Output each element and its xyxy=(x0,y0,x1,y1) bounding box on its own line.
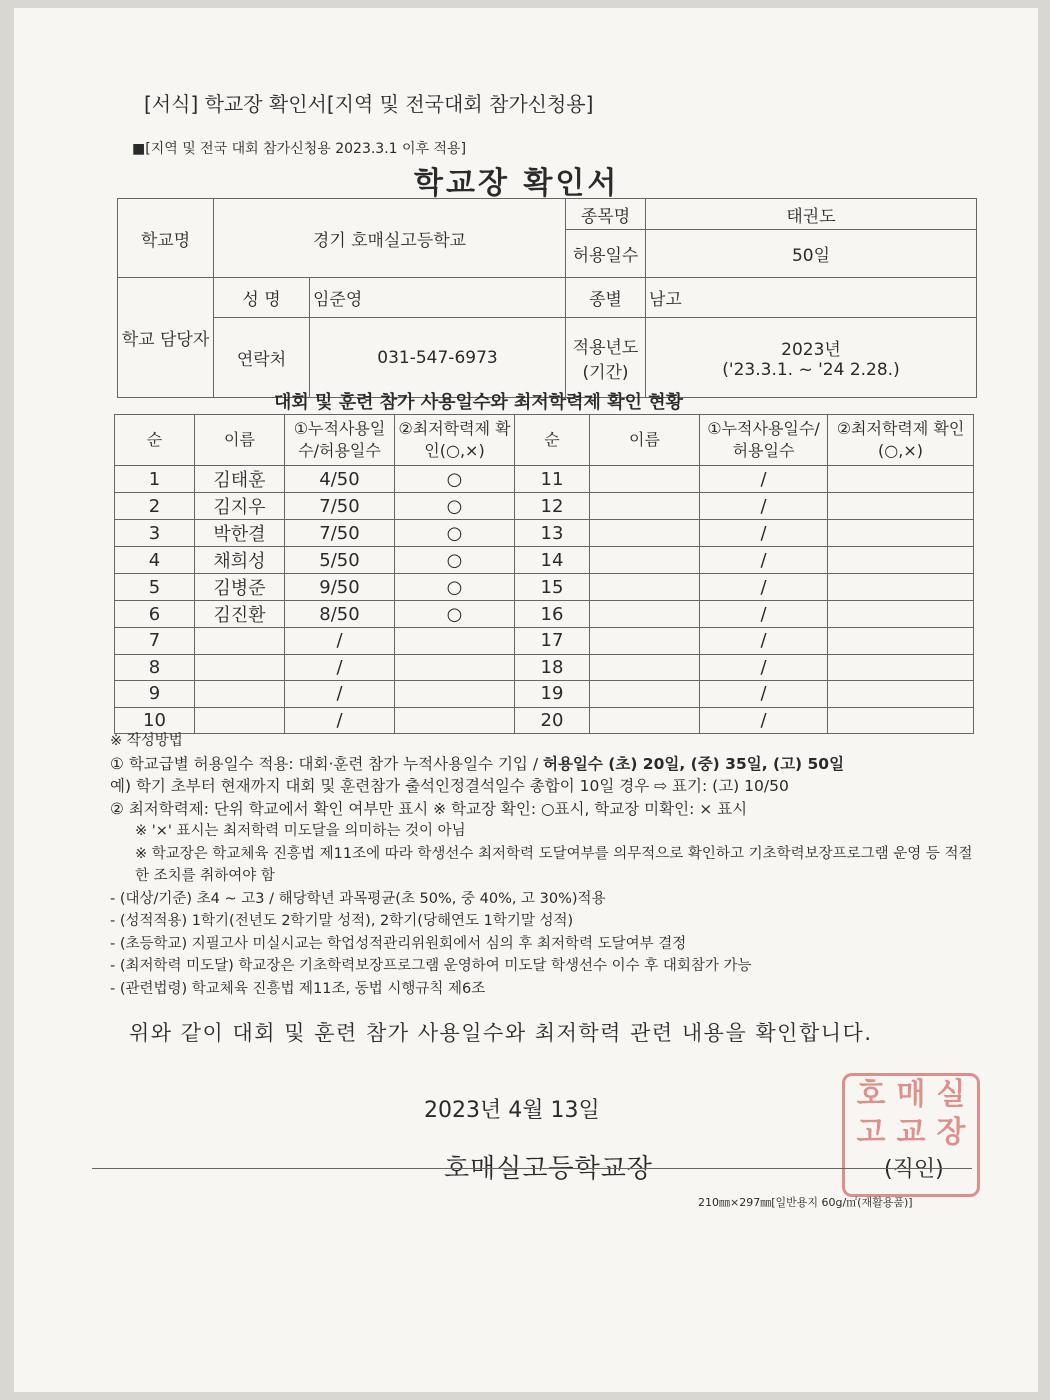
detail-3: - (초등학교) 지필고사 미실시교는 학업성적관리위원회에서 심의 후 최저학력 도달여부 결정 xyxy=(110,935,687,952)
row-no2: 15 xyxy=(515,574,590,601)
sport-value: 태권도 xyxy=(646,199,977,230)
seal-char: 실 xyxy=(936,1077,966,1112)
row-no2: 11 xyxy=(515,466,590,493)
row-days: / xyxy=(285,681,395,708)
manager-name: 임준영 xyxy=(310,278,566,318)
header-days2: ①누적사용일수/허용일수 xyxy=(700,415,828,466)
detail-1: - (대상/기준) 초4 ~ 고3 / 해당학년 과목평균(초 50%, 중 40%, 고 30%)적용 xyxy=(110,890,606,907)
row-days: / xyxy=(285,628,395,655)
row-check xyxy=(395,628,515,655)
row-name2 xyxy=(590,466,700,493)
row-name xyxy=(195,628,285,655)
row-check: ○ xyxy=(395,493,515,520)
allowed-value: 50일 xyxy=(646,230,977,278)
row-no: 9 xyxy=(115,681,195,708)
row-days: / xyxy=(285,654,395,681)
row-no: 2 xyxy=(115,493,195,520)
row-check: ○ xyxy=(395,574,515,601)
row-name2 xyxy=(590,574,700,601)
school-name: 경기 호매실고등학교 xyxy=(214,199,566,278)
detail-4: - (최저학력 미도달) 학교장은 기초학력보장프로그램 운영하여 미도달 학생선수 이수 후 대회참가 가능 xyxy=(110,958,752,974)
row-no: 3 xyxy=(115,520,195,547)
participants-table xyxy=(114,414,974,734)
issue-date: 2023년 4월 13일 xyxy=(424,1098,600,1123)
manager-label: 학교 담당자 xyxy=(118,278,214,398)
contact-value: 031-547-6973 xyxy=(310,318,566,398)
row-no2: 13 xyxy=(515,520,590,547)
instructions xyxy=(110,730,980,1000)
table-row xyxy=(115,493,974,520)
note-1-example: 예) 학기 초부터 현재까지 대회 및 훈련참가 출석인정결석일수 총합이 10일 경우 ⇨ 표기: (고) 10/50 xyxy=(110,777,789,795)
row-days2: / xyxy=(700,466,828,493)
signature-line xyxy=(92,1168,972,1169)
row-name: 채희성 xyxy=(195,547,285,574)
row-no: 8 xyxy=(115,654,195,681)
row-check2 xyxy=(828,574,974,601)
seal-char: 매 xyxy=(896,1077,926,1112)
row-check2 xyxy=(828,681,974,708)
row-name: 박한결 xyxy=(195,520,285,547)
info-table xyxy=(117,198,977,398)
seal-char: 장 xyxy=(936,1115,966,1150)
row-days2: / xyxy=(700,493,828,520)
row-days2: / xyxy=(700,547,828,574)
document-title: 학교장 확인서 xyxy=(414,166,620,201)
seal-char: 교 xyxy=(896,1115,926,1150)
notes-heading: ※ 작성방법 xyxy=(110,733,183,749)
header-check: ②최저학력제 확인(○,×) xyxy=(395,415,515,466)
row-days: 7/50 xyxy=(285,520,395,547)
detail-2: - (성적적용) 1학기(전년도 2학기말 성적), 2학기(당해연도 1학기말 성적) xyxy=(110,913,574,929)
note-2: ② 최저학력제: 단위 학교에서 확인 여부만 표시 ※ 학교장 확인: ○표시, 학교장 미확인: × 표시 xyxy=(110,799,748,818)
row-no: 6 xyxy=(115,601,195,628)
row-name2 xyxy=(590,520,700,547)
row-no2: 16 xyxy=(515,601,590,628)
row-name2 xyxy=(590,681,700,708)
note-3: ※ '×' 표시는 최저학력 미도달을 의미하는 것이 아님 xyxy=(135,823,466,839)
row-name xyxy=(195,681,285,708)
row-days: 9/50 xyxy=(285,574,395,601)
row-no2: 14 xyxy=(515,547,590,574)
row-days: 5/50 xyxy=(285,547,395,574)
row-no: 10 xyxy=(115,707,195,734)
document-page xyxy=(14,8,1038,1392)
seal-char: 호 xyxy=(856,1077,886,1112)
row-name2 xyxy=(590,493,700,520)
note-4: ※ 학교장은 학교체육 진흥법 제11조에 따라 학생선수 최저학력 도달여부를 의무적으로 확인하고 기초학력보장프로그램 운영 등 적절한 조치를 취하여야 함 xyxy=(135,845,973,884)
row-name: 김태훈 xyxy=(195,466,285,493)
header-check2: ②최저학력제 확인(○,×) xyxy=(828,415,974,466)
principal-title: 호매실고등학교장 xyxy=(444,1154,653,1184)
contact-label: 연락처 xyxy=(214,318,310,398)
seal-char: 고 xyxy=(856,1115,886,1150)
confirmation-statement: 위와 같이 대회 및 훈련 참가 사용일수와 최저학력 관련 내용을 확인합니다. xyxy=(129,1021,873,1045)
table-row xyxy=(115,654,974,681)
seal-label: (직인) xyxy=(884,1157,944,1182)
table-row xyxy=(115,547,974,574)
row-days: 4/50 xyxy=(285,466,395,493)
year-text: 2023년 xyxy=(781,340,841,360)
note-1-allowed: 허용일수 (초) 20일, (중) 35일, (고) 50일 xyxy=(542,754,845,773)
row-check: ○ xyxy=(395,520,515,547)
row-name: 김지우 xyxy=(195,493,285,520)
row-check2 xyxy=(828,654,974,681)
year-label: 적용년도 (기간) xyxy=(566,318,646,398)
row-no: 7 xyxy=(115,628,195,655)
year-value xyxy=(646,318,977,398)
header-no: 순 xyxy=(115,415,195,466)
table-row xyxy=(115,574,974,601)
row-days2: / xyxy=(700,601,828,628)
type-value: 남고 xyxy=(646,278,977,318)
header-days: ①누적사용일수/허용일수 xyxy=(285,415,395,466)
row-days2: / xyxy=(700,574,828,601)
row-no2: 20 xyxy=(515,707,590,734)
type-label: 종별 xyxy=(566,278,646,318)
name-label: 성 명 xyxy=(214,278,310,318)
note-1-text: ① 학교급별 허용일수 적용: 대회·훈련 참가 누적사용일수 기입 / xyxy=(110,754,543,773)
row-name2 xyxy=(590,601,700,628)
row-name2 xyxy=(590,654,700,681)
subhead: ■[지역 및 전국 대회 참가신청용 2023.3.1 이후 적용] xyxy=(132,141,467,157)
row-name2 xyxy=(590,628,700,655)
row-no2: 17 xyxy=(515,628,590,655)
row-check2 xyxy=(828,628,974,655)
row-name2 xyxy=(590,547,700,574)
row-name: 김병준 xyxy=(195,574,285,601)
row-check xyxy=(395,681,515,708)
note-1 xyxy=(110,753,980,776)
table-row xyxy=(115,466,974,493)
table-row xyxy=(115,628,974,655)
table-row xyxy=(115,520,974,547)
row-days2: / xyxy=(700,681,828,708)
row-no: 5 xyxy=(115,574,195,601)
table-row xyxy=(115,681,974,708)
row-days2: / xyxy=(700,520,828,547)
sport-label: 종목명 xyxy=(566,199,646,230)
row-check: ○ xyxy=(395,601,515,628)
school-label: 학교명 xyxy=(118,199,214,278)
row-days: / xyxy=(285,707,395,734)
row-check: ○ xyxy=(395,547,515,574)
row-no: 1 xyxy=(115,466,195,493)
row-check2 xyxy=(828,520,974,547)
row-days2: / xyxy=(700,707,828,734)
row-days2: / xyxy=(700,628,828,655)
detail-5: - (관련법령) 학교체육 진흥법 제11조, 동법 시행규칙 제6조 xyxy=(110,980,486,997)
row-no2: 19 xyxy=(515,681,590,708)
form-label: [서식] 학교장 확인서[지역 및 전국대회 참가신청용] xyxy=(144,92,594,116)
row-check2 xyxy=(828,466,974,493)
row-no2: 18 xyxy=(515,654,590,681)
row-check: ○ xyxy=(395,466,515,493)
row-check2 xyxy=(828,601,974,628)
section-title: 대회 및 훈련 참가 사용일수와 최저학력제 확인 현황 xyxy=(274,392,684,413)
header-name2: 이름 xyxy=(590,415,700,466)
row-no2: 12 xyxy=(515,493,590,520)
table-row xyxy=(115,601,974,628)
allowed-label: 허용일수 xyxy=(566,230,646,278)
header-name: 이름 xyxy=(195,415,285,466)
paper-spec: 210㎜×297㎜[일반용지 60g/㎡(재활용품)] xyxy=(698,1196,913,1209)
row-days: 7/50 xyxy=(285,493,395,520)
header-no2: 순 xyxy=(515,415,590,466)
row-check2 xyxy=(828,493,974,520)
row-days: 8/50 xyxy=(285,601,395,628)
row-name xyxy=(195,654,285,681)
row-days2: / xyxy=(700,654,828,681)
row-check xyxy=(395,654,515,681)
row-no: 4 xyxy=(115,547,195,574)
row-name: 김진환 xyxy=(195,601,285,628)
period-text: ('23.3.1. ~ '24 2.28.) xyxy=(722,360,900,380)
row-check2 xyxy=(828,547,974,574)
